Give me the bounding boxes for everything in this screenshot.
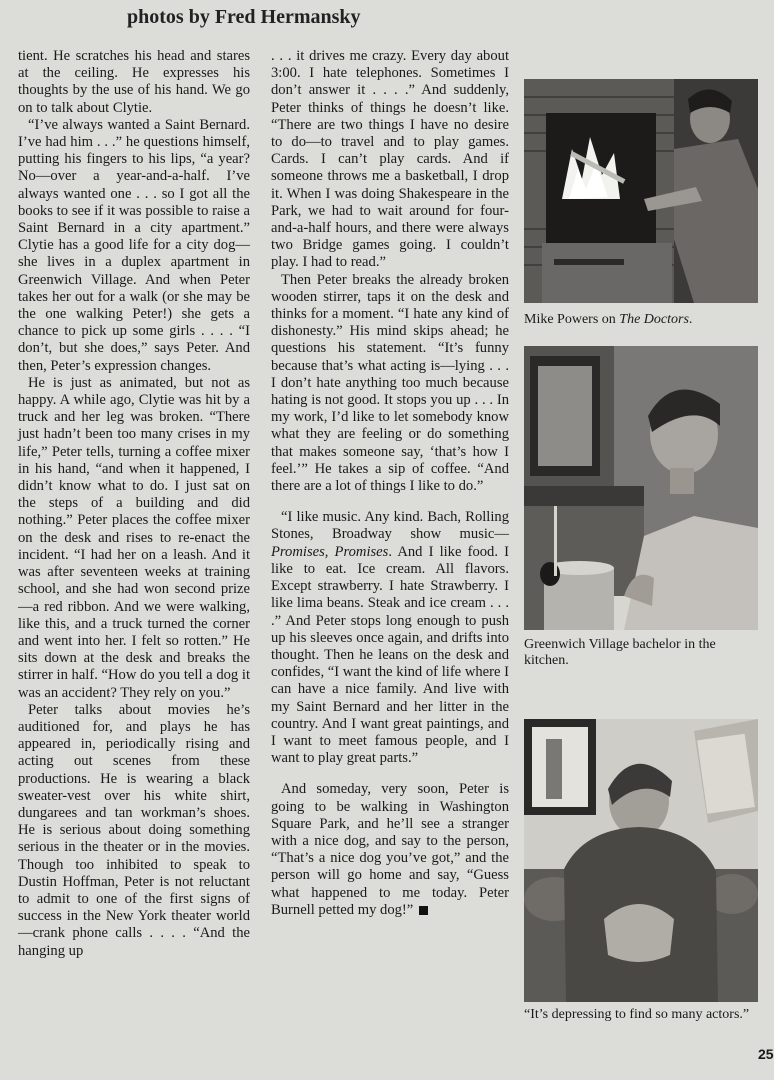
paragraph: Peter talks about movies he’s auditioned for, and plays he has appeared in, periodically rising and acting out scenes from these productions. He is wearing a black sweater-vest over his white shirt, dungarees and tan workman’s shoes. He is serious about doing something serious in the theater or in the movies. Though too inhibited to speak to Dustin Hoffman, Peter is not reluctant to admit to one of the first signs of success in the New York theater world—crank phone calls . . . . “And the hanging up <box>18 701 250 959</box>
paragraph <box>271 781 509 919</box>
caption-photo-1 <box>524 312 760 328</box>
article-column-1 <box>18 48 250 1063</box>
paragraph: tient. He scratches his head and stares at the ceiling. He expresses his thoughts by the use of his hand. We go on to talk about Clytie. <box>18 48 250 116</box>
paragraph: “I’ve always wanted a Saint Bernard. I’ve had him . . .” he questions himself, putting his fingers to his lips, “a year? No—over a year-and-a-half. I’ve always wanted one . . . so I got all the books to see if it was possible to raise a Saint Bernard in a city apartment.” Clytie has a good life for a city dog—she lives in a duplex apartment in Greenwich Village. And when Peter takes her out for a walk (or she may be the one walking Peter!) she gets a chance to pick up some girls . . . . “I don’t, but she does,” says Peter. And then, Peter’s expression changes. <box>18 116 250 374</box>
caption-photo-3: “It’s depressing to find so many actors.” <box>524 1007 750 1022</box>
show-title: Promises, Promises <box>271 543 389 560</box>
paragraph-text: “I like music. Any kind. Bach, Rolling Stones, Broadway show music— <box>271 509 509 543</box>
show-title: The Doctors <box>619 312 689 327</box>
caption-photo-2: Greenwich Village bachelor in the kitchen. <box>524 637 716 668</box>
paragraph-text: . And I like food. I like to eat. Ice cream. All flavors. Except strawberry. I hate Strawberry. I like lima beans. Steak and ice cream . . . .” And Peter stops long enough to push up his sleeves once again, and drifts into thought. Then he leans on the desk and confides, “I want the kind of life where I can have a nice family. And live with my Saint Bernard and her litter in the country. And I want great paintings, and I want to meet famous people, and I want to play great parts.” <box>271 543 509 767</box>
paragraph: Then Peter breaks the already broken wooden stirrer, taps it on the desk and thinks for a moment. “I hate any kind of dishonesty.” His mind skips ahead; he questions his statement. “It’s funny because that’s what acting is—lying . . . I don’t hate anything too much because hating is not good. It stops you up . . . In my work, I’d like to let somebody know what they are feeling or do something that makes someone say, ‘that’s how I feel.’” He takes a sip of coffee. “And there are a lot of things I like to do.” <box>271 271 509 495</box>
caption-text: . <box>688 312 693 327</box>
article-column-2 <box>271 48 509 1063</box>
paragraph: . . . it drives me crazy. Every day about 3:00. I hate telephones. Sometimes I don’t answer it . . . .” And suddenly, Peter thinks of things he doesn’t like. “There are two things I have no desire to do—to travel and to play games. Cards. I can’t play cards. And if someone throws me a basketball, I drop it. When I was doing Shakespeare in the Park, we had to wait around for four-and-a-half hours, and there were always two Bridge games going. I couldn’t play. I had to read.” <box>271 48 509 271</box>
photo-kitchen <box>524 346 758 630</box>
photo-credit: photos by Fred Hermansky <box>127 6 361 28</box>
caption-text: Mike Powers on <box>524 312 620 327</box>
page-number: 25 <box>758 1046 774 1062</box>
end-mark <box>419 906 428 915</box>
paragraph-text: And someday, very soon, Peter is going to be walking in Washington Square Park, and he’ll see a stranger with a nice dog, and say to the person, “That’s a nice dog you’ve got,” and the person will go home and say, “Guess what happened to me today. Peter Burnell petted my dog!” <box>271 781 509 918</box>
paragraph: He is just as animated, but not as happy. A while ago, Clytie was hit by a truck and her leg was broken. “There just hadn’t been too many crises in my life,” Peter tells, turning a coffee mixer in his hand, “and when it happened, I didn’t know what to do. I just sat on the steps of a building and did nothing.” Peter places the coffee mixer on the desk and rises to re-enact the incident. “I had her on a leash. And it was after seventeen weeks at training school, and she had won second prize—a red ribbon. And we were walking, like this, and a truck turned the corner and went into her. I felt so rotten.” He sits down at the desk and breaks the stirrer in half. “How do you tell a dog it was an accident? They rely on you.” <box>18 374 250 701</box>
photo-fireplace <box>524 79 758 303</box>
paragraph <box>271 509 509 767</box>
photo-living-room <box>524 719 758 1002</box>
